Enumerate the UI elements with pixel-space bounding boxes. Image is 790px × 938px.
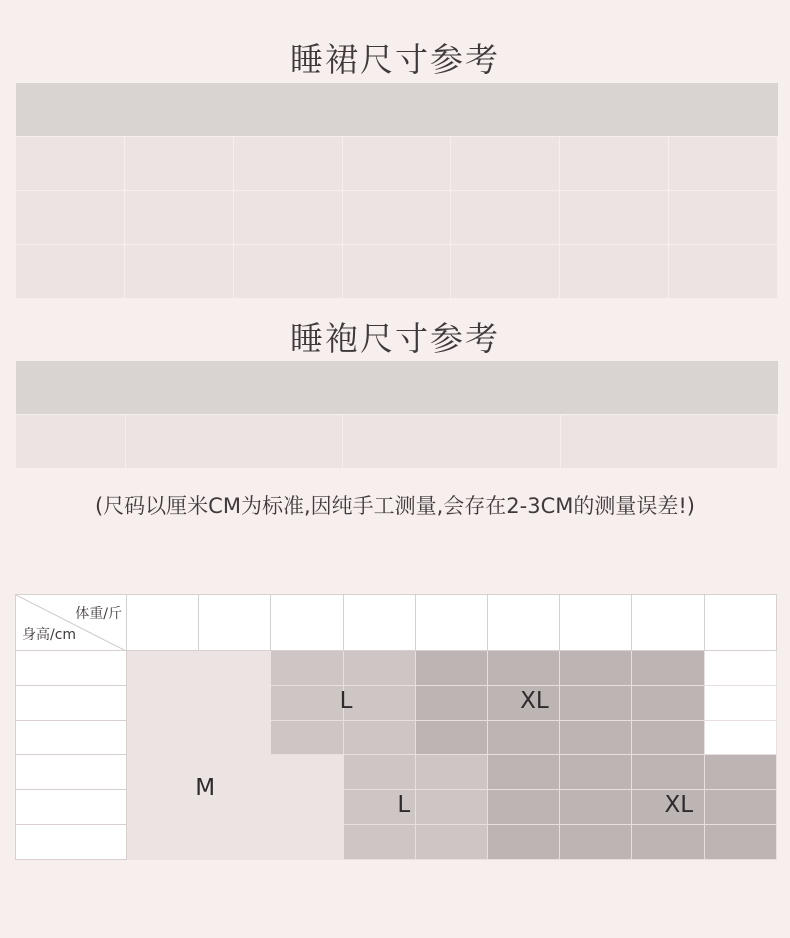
size-zone-cell — [560, 721, 632, 756]
size-zone-cell — [199, 721, 271, 756]
size-zone-cell — [271, 790, 343, 825]
size-zone-cell — [344, 686, 416, 721]
size-zone-cell — [344, 755, 416, 790]
size-zone-cell — [416, 790, 488, 825]
dress-cell — [669, 191, 778, 245]
size-zone-cell — [632, 686, 704, 721]
size-zone-cell — [488, 790, 560, 825]
dress-cell — [233, 191, 342, 245]
robe-header-cell — [560, 361, 777, 415]
dress-cell — [451, 137, 560, 191]
dress-header-cell — [451, 83, 560, 137]
size-zone-cell — [127, 686, 199, 721]
size-zone-cell — [344, 651, 416, 686]
size-zone-cell — [416, 721, 488, 756]
size-zone-cell — [199, 651, 271, 686]
robe-size-title: 睡袍尺寸参考 — [290, 319, 500, 358]
table-row — [16, 191, 778, 245]
size-zone-label: XL — [520, 687, 549, 714]
dress-cell — [16, 191, 125, 245]
size-zone-cell — [488, 721, 560, 756]
dress-header-cell — [669, 83, 778, 137]
dress-cell — [124, 137, 233, 191]
size-zone-cell — [705, 790, 777, 825]
dress-cell — [669, 245, 778, 299]
size-zone-label: M — [195, 774, 216, 801]
table-row — [16, 415, 778, 469]
height-header-cell — [15, 790, 127, 825]
size-zone-cell — [416, 755, 488, 790]
dress-cell — [560, 191, 669, 245]
robe-cell — [343, 415, 560, 469]
dress-cell — [342, 191, 451, 245]
size-zone-cell — [416, 825, 488, 860]
size-zone-cell — [344, 825, 416, 860]
dress-header-cell — [124, 83, 233, 137]
size-zone-cell — [127, 755, 199, 790]
dress-cell — [451, 245, 560, 299]
weight-header-cell — [199, 594, 271, 651]
size-zone-cell — [560, 790, 632, 825]
size-zone-label: L — [339, 687, 353, 714]
size-zone-cell — [199, 825, 271, 860]
dress-cell — [560, 245, 669, 299]
size-zone-cell — [560, 651, 632, 686]
dress-size-table — [15, 83, 778, 299]
size-zone-cell — [560, 686, 632, 721]
size-zone-cell — [705, 651, 777, 686]
size-zone-label: XL — [664, 792, 694, 819]
dress-cell — [560, 137, 669, 191]
size-zone-cell — [705, 755, 777, 790]
size-zone-cell — [488, 651, 560, 686]
robe-header-cell — [126, 361, 343, 415]
height-header-cell — [15, 825, 127, 860]
weight-header-cell — [344, 594, 416, 651]
size-zone-cell — [632, 825, 704, 860]
dress-header-cell — [342, 83, 451, 137]
size-zone-cell — [560, 825, 632, 860]
size-zone-cell — [271, 755, 343, 790]
size-zone-cell — [199, 686, 271, 721]
size-zone-cell — [344, 721, 416, 756]
size-zone-cell — [488, 825, 560, 860]
height-header-cell — [15, 651, 127, 686]
robe-header-cell — [16, 361, 126, 415]
size-zone-cell — [632, 651, 704, 686]
height-axis-label: 身高/cm — [22, 627, 77, 643]
dress-header-cell — [560, 83, 669, 137]
size-zone-cell — [705, 686, 777, 721]
weight-header-cell — [705, 594, 777, 651]
robe-cell — [126, 415, 343, 469]
weight-axis-label: 体重/斤 — [75, 606, 122, 622]
dress-cell — [342, 245, 451, 299]
size-zone-cell — [560, 755, 632, 790]
weight-header-cell — [127, 594, 199, 651]
size-zone-cell — [705, 721, 777, 756]
size-zone-cell — [127, 790, 199, 825]
height-header-cell — [15, 686, 127, 721]
table-row — [16, 245, 778, 299]
size-zone-cell — [632, 755, 704, 790]
weight-header-cell — [560, 594, 632, 651]
size-zone-cell — [127, 825, 199, 860]
weight-header-cell — [416, 594, 488, 651]
dress-cell — [669, 137, 778, 191]
robe-cell — [16, 415, 126, 469]
size-zone-cell — [705, 825, 777, 860]
table-row — [16, 137, 778, 191]
dress-size-title: 睡裙尺寸参考 — [290, 40, 500, 79]
size-zone-cell — [271, 825, 343, 860]
size-zone-cell — [416, 686, 488, 721]
dress-header-cell — [16, 83, 125, 137]
height-header-cell — [15, 721, 127, 756]
robe-cell — [560, 415, 777, 469]
dress-cell — [16, 245, 125, 299]
size-zone-cell — [632, 721, 704, 756]
dress-header-cell — [233, 83, 342, 137]
size-zone-cell — [127, 651, 199, 686]
chart-corner — [15, 594, 127, 651]
size-zone-cell — [271, 721, 343, 756]
size-zone-label: L — [397, 792, 411, 819]
dress-cell — [233, 245, 342, 299]
robe-size-table — [15, 361, 778, 469]
weight-header-cell — [632, 594, 704, 651]
dress-cell — [124, 245, 233, 299]
measurement-note: (尺码以厘米CM为标准,因纯手工测量,会存在2-3CM的测量误差!) — [94, 494, 695, 518]
size-zone-cell — [127, 721, 199, 756]
size-zone-cell — [271, 686, 343, 721]
dress-cell — [342, 137, 451, 191]
size-zone-cell — [488, 755, 560, 790]
size-zone-cell — [416, 651, 488, 686]
dress-cell — [451, 191, 560, 245]
dress-cell — [233, 137, 342, 191]
weight-header-cell — [488, 594, 560, 651]
dress-cell — [124, 191, 233, 245]
height-header-cell — [15, 755, 127, 790]
weight-header-cell — [271, 594, 343, 651]
robe-header-cell — [343, 361, 560, 415]
size-zone-cell — [271, 651, 343, 686]
dress-cell — [16, 137, 125, 191]
